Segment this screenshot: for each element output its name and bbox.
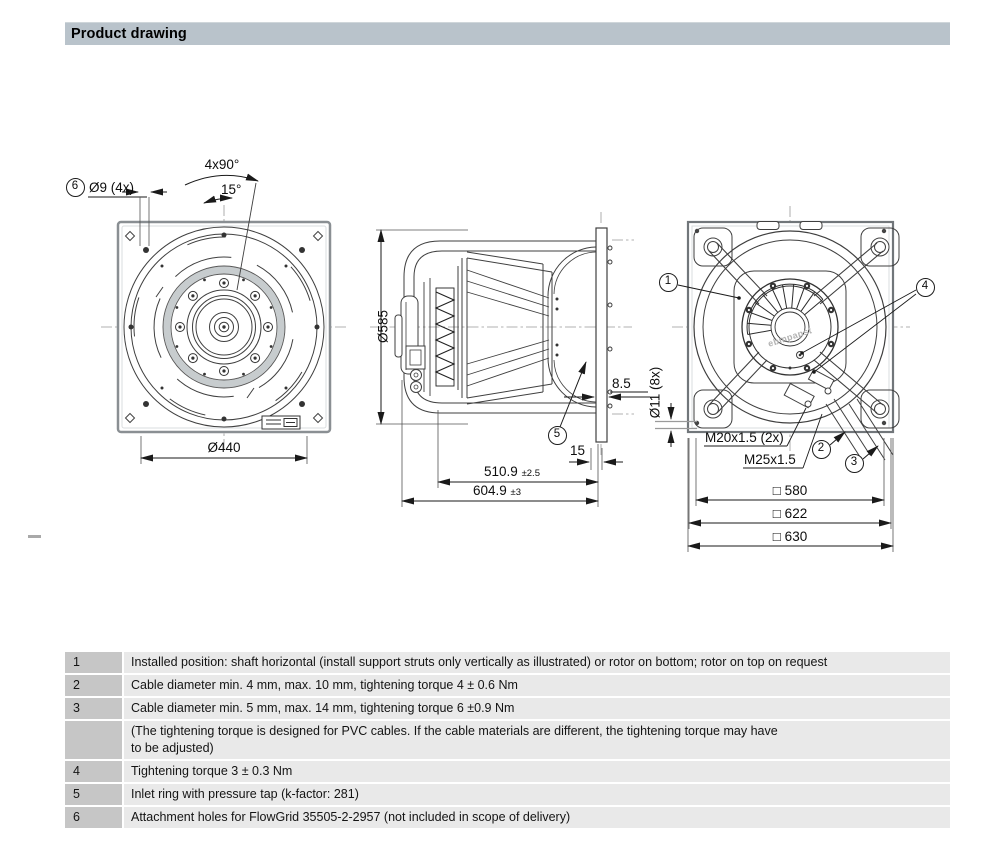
section-title: Product drawing [71,26,187,42]
dia-585-label: Ø585 [375,309,391,344]
sq-622-label: □ 622 [772,506,808,521]
depth-total-tol: ±3 [510,487,522,498]
legend-row-text: Installed position: shaft horizontal (install support struts only vertically as illustrated) or rotor on bottom; rotor on top on request [124,652,950,673]
hole-dia-label: Ø9 (4x) [89,180,135,195]
motor-logo: ebmpapst [766,325,814,349]
depth-inner-label [442,464,582,481]
sq-630-label: □ 630 [772,529,808,544]
depth-total-value: 604.9 [472,483,507,498]
depth-total-label [427,483,567,500]
depth-inner-tol: ±2.5 [521,468,540,479]
legend-row-text: Inlet ring with pressure tap (k-factor: 281) [124,784,950,805]
legend-row-text: Tightening torque 3 ± 0.3 Nm [124,761,950,782]
dia-11-label: Ø11 (8x) [647,366,663,419]
flange-thickness-label: 8.5 [612,376,631,391]
front-view [88,175,347,464]
callout-4: 4 [916,278,935,297]
legend-row-number: 1 [65,652,122,673]
legend-row-text: Cable diameter min. 4 mm, max. 10 mm, tightening torque 4 ± 0.6 Nm [124,675,950,696]
legend-row-text: Cable diameter min. 5 mm, max. 14 mm, tightening torque 6 ±0.9 Nm [124,698,950,719]
callout-3: 3 [845,454,864,473]
legend-row [65,784,950,805]
offset-15-label: 15 [570,443,586,458]
sq-580-label: □ 580 [772,483,808,498]
legend-row [65,761,950,782]
legend-row [65,698,950,719]
legend-row-number: 2 [65,675,122,696]
callout-2: 2 [812,440,831,459]
legend-row-number: 6 [65,807,122,828]
depth-inner-value: 510.9 [484,464,518,479]
back-view [655,206,916,552]
dia-440-label: Ø440 [207,440,241,455]
side-view [370,212,650,507]
callout-1: 1 [659,273,678,292]
callout-5: 5 [548,426,567,445]
angle-15-label: 15° [221,182,242,197]
angle-90-label: 4x90° [204,157,240,172]
legend-row [65,675,950,696]
legend-table [65,652,950,830]
callout-6: 6 [66,178,85,197]
legend-row-text: (The tightening torque is designed for PVC cables. If the cable materials are different, the tightening torque may have to be adjusted) [124,721,950,759]
legend-row-number: 3 [65,698,122,719]
legend-row [65,721,950,759]
gland-m20-label: M20x1.5 (2x) [705,430,784,445]
legend-row-text: Attachment holes for FlowGrid 35505-2-2957 (not included in scope of delivery) [124,807,950,828]
legend-row-number [65,721,122,759]
legend-row-number: 4 [65,761,122,782]
gland-m25-label: M25x1.5 [744,452,796,467]
legend-row [65,652,950,673]
legend-row-number: 5 [65,784,122,805]
legend-row [65,807,950,828]
